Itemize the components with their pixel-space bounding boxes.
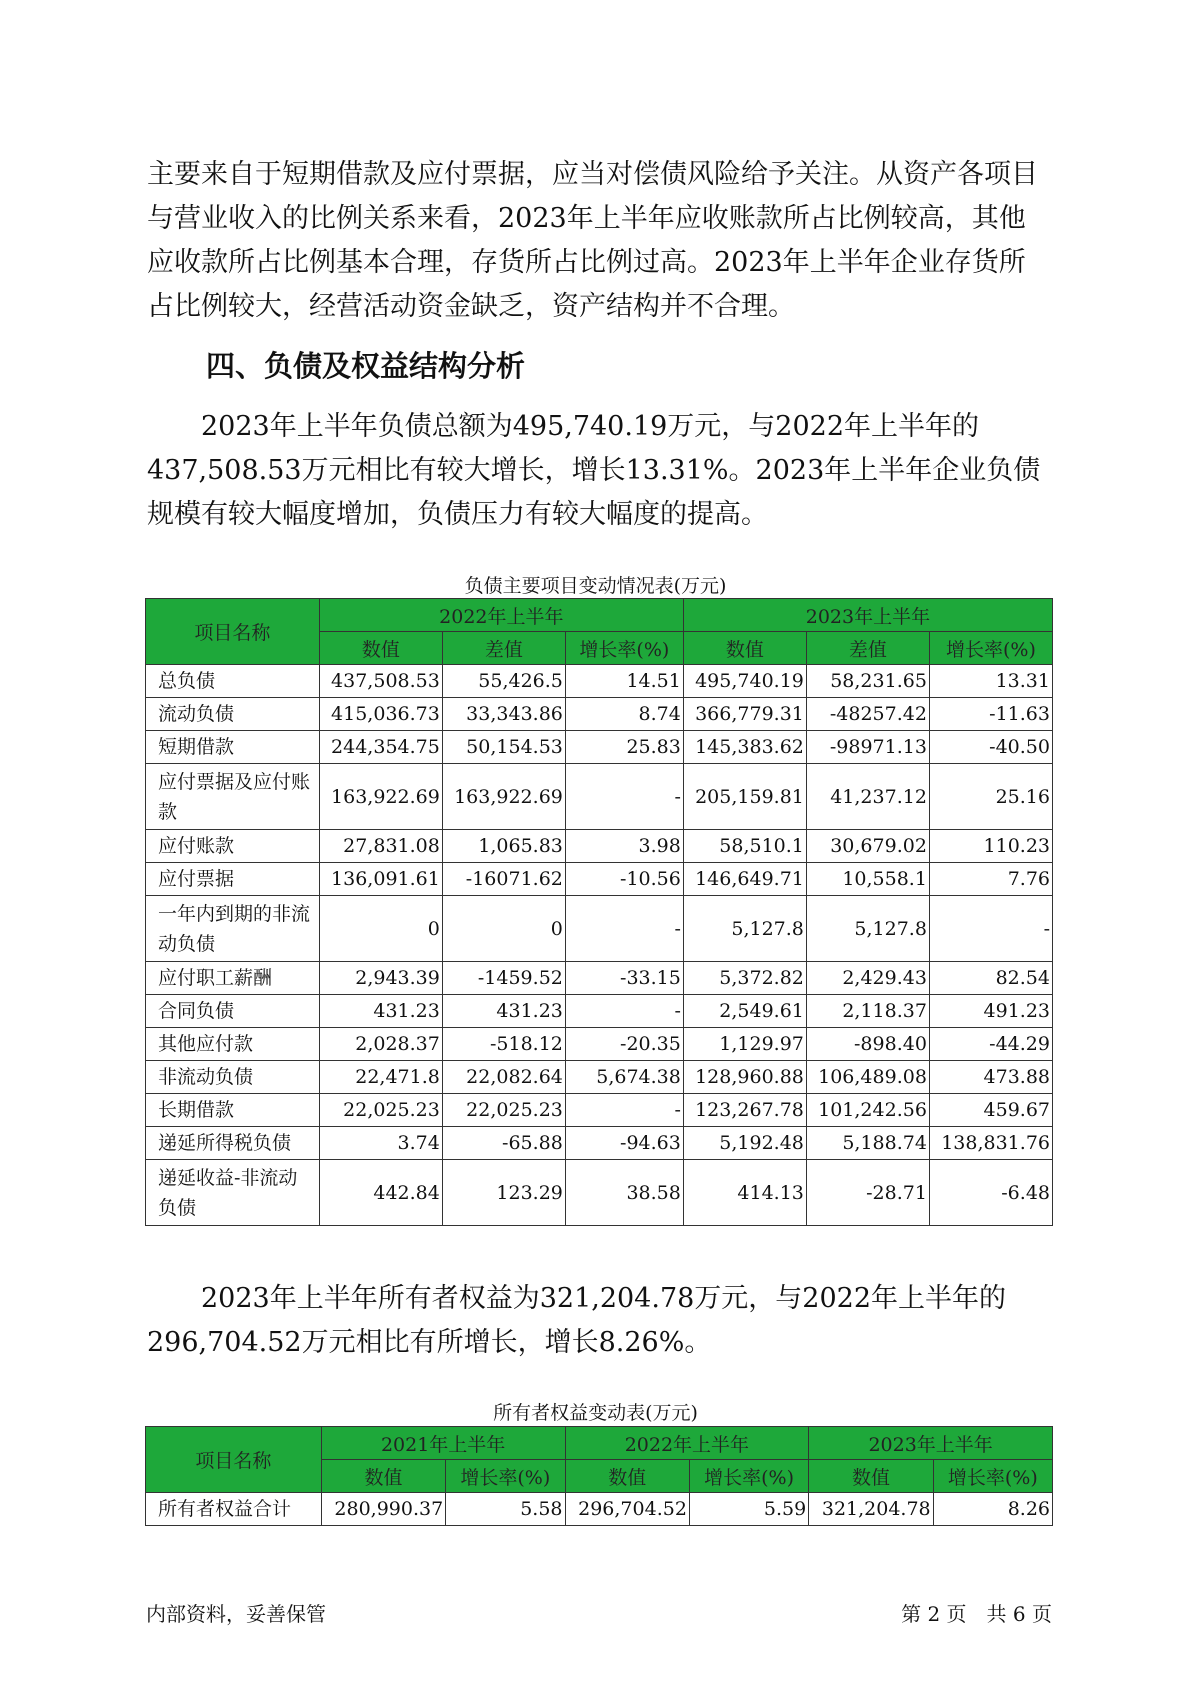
table2-subheader: 数值 [565,1460,689,1493]
table-cell: 55,426.5 [442,665,565,698]
table-cell: 5.59 [689,1493,808,1526]
table2-caption: 所有者权益变动表(万元) [493,1402,698,1424]
table-cell: 22,025.23 [442,1094,565,1127]
table-cell: 473.88 [929,1061,1052,1094]
table-cell: 2,118.37 [806,995,929,1028]
table-cell: -10.56 [565,863,683,896]
table-row [146,1493,1053,1526]
table-cell: 146,649.71 [683,863,806,896]
row-label: 长期借款 [146,1094,320,1127]
table-cell: -40.50 [929,731,1052,764]
table-cell: 459.67 [929,1094,1052,1127]
row-label: 应付票据 [146,863,320,896]
table1-subheader: 差值 [442,632,565,665]
paragraph-asset-structure: 主要来自于短期借款及应付票据，应当对偿债风险给予关注。从资产各项目与营业收入的比例关系来看，2023年上半年应收账款所占比例较高，其他应收款所占比例基本合理，存货所占比例过高。2023年上半年企业存货所占比例较大，经营活动资金缺乏，资产结构并不合理。 [147,159,1038,322]
row-label: 递延收益-非流动负债 [146,1160,320,1226]
table-cell: -11.63 [929,698,1052,731]
table-cell: -28.71 [806,1160,929,1226]
table-cell: 280,990.37 [321,1493,445,1526]
table-cell: 30,679.02 [806,830,929,863]
table-cell: 163,922.69 [442,764,565,830]
table-cell: 0 [319,896,442,962]
table-cell: -898.40 [806,1028,929,1061]
table-row [146,896,1053,962]
table-cell: 22,471.8 [319,1061,442,1094]
table-cell: 5,188.74 [806,1127,929,1160]
table1-subheader: 数值 [683,632,806,665]
table1-caption: 负债主要项目变动情况表(万元) [464,575,727,597]
row-label: 其他应付款 [146,1028,320,1061]
table-cell: 123,267.78 [683,1094,806,1127]
table2-subheader: 增长率(%) [933,1460,1052,1493]
table1-period-header-2022: 2022年上半年 [319,599,683,632]
table2-period-header-2021: 2021年上半年 [321,1427,565,1460]
table-cell: 2,943.39 [319,962,442,995]
table-cell: 1,129.97 [683,1028,806,1061]
table-row [146,698,1053,731]
table1-body [146,665,1053,1226]
table-cell: 437,508.53 [319,665,442,698]
table-cell: 145,383.62 [683,731,806,764]
table-cell: -20.35 [565,1028,683,1061]
table2-subheader: 增长率(%) [446,1460,565,1493]
table-cell: -16071.62 [442,863,565,896]
paragraph-liabilities-summary: 2023年上半年负债总额为495,740.19万元，与2022年上半年的437,508.53万元相比有较大增长，增长13.31%。2023年上半年企业负债规模有较大幅度增加，负债压力有较大幅度的提高。 [147,411,1041,530]
table-cell: 3.98 [565,830,683,863]
table-cell: 128,960.88 [683,1061,806,1094]
table-row [146,1094,1053,1127]
footer-confidential-note: 内部资料，妥善保管 [146,1602,326,1626]
row-label: 总负债 [146,665,320,698]
paragraph-equity-summary: 2023年上半年所有者权益为321,204.78万元，与2022年上半年的296,704.52万元相比有所增长，增长8.26%。 [147,1283,1007,1358]
table-cell: 25.83 [565,731,683,764]
table-cell: - [929,896,1052,962]
table-cell: -65.88 [442,1127,565,1160]
table-row [146,665,1053,698]
table-cell: 8.74 [565,698,683,731]
table2-subheader: 增长率(%) [689,1460,808,1493]
table2-item-header: 项目名称 [146,1427,322,1493]
table-cell: 101,242.56 [806,1094,929,1127]
table-row [146,731,1053,764]
table-cell: 138,831.76 [929,1127,1052,1160]
row-label: 合同负债 [146,995,320,1028]
table-cell: 82.54 [929,962,1052,995]
section-heading: 四、负债及权益结构分析 [206,349,526,383]
table-cell: 38.58 [565,1160,683,1226]
row-label: 流动负债 [146,698,320,731]
table2-body [146,1493,1053,1526]
equity-table [145,1426,1053,1526]
table-cell: 3.74 [319,1127,442,1160]
table1-subheader: 数值 [319,632,442,665]
table2-subheader: 数值 [809,1460,933,1493]
row-label: 应付职工薪酬 [146,962,320,995]
row-label: 应付账款 [146,830,320,863]
table-cell: 58,510.1 [683,830,806,863]
table-cell: -48257.42 [806,698,929,731]
row-label: 所有者权益合计 [146,1493,322,1526]
table-cell: -94.63 [565,1127,683,1160]
table-cell: 13.31 [929,665,1052,698]
row-label: 短期借款 [146,731,320,764]
row-label: 递延所得税负债 [146,1127,320,1160]
table-cell: 321,204.78 [809,1493,933,1526]
table-row [146,1061,1053,1094]
table-cell: 244,354.75 [319,731,442,764]
table-cell: 366,779.31 [683,698,806,731]
table-cell: 7.76 [929,863,1052,896]
table-cell: 33,343.86 [442,698,565,731]
table-cell: 14.51 [565,665,683,698]
table-cell: 414.13 [683,1160,806,1226]
table1-period-header-2023: 2023年上半年 [683,599,1052,632]
table-cell: 0 [442,896,565,962]
table-cell: 2,028.37 [319,1028,442,1061]
table-cell: 495,740.19 [683,665,806,698]
table-row [146,863,1053,896]
table2-subheader: 数值 [321,1460,445,1493]
table-cell: 110.23 [929,830,1052,863]
liabilities-table [145,598,1053,1226]
table-row [146,1028,1053,1061]
table-cell: -6.48 [929,1160,1052,1226]
table1-subheader: 增长率(%) [929,632,1052,665]
table-cell: 25.16 [929,764,1052,830]
table-cell: 431.23 [319,995,442,1028]
table1-subheader: 差值 [806,632,929,665]
table-cell: 27,831.08 [319,830,442,863]
table-cell: 8.26 [933,1493,1052,1526]
row-label: 应付票据及应付账款 [146,764,320,830]
table-cell: 1,065.83 [442,830,565,863]
table-cell: 58,231.65 [806,665,929,698]
table-cell: 22,082.64 [442,1061,565,1094]
table-row [146,1160,1053,1226]
table1-subheader: 增长率(%) [565,632,683,665]
footer-page-number: 第 2 页 共 6 页 [901,1602,1052,1626]
table-cell: 106,489.08 [806,1061,929,1094]
table-cell: 415,036.73 [319,698,442,731]
table-cell: 431.23 [442,995,565,1028]
table1-item-header: 项目名称 [146,599,320,665]
table-cell: 5,192.48 [683,1127,806,1160]
table-row [146,962,1053,995]
table-cell: 41,237.12 [806,764,929,830]
table2-period-header-2022: 2022年上半年 [565,1427,809,1460]
table-cell: -98971.13 [806,731,929,764]
table-row [146,1127,1053,1160]
table-cell: 2,429.43 [806,962,929,995]
table-cell: 5.58 [446,1493,565,1526]
table-cell: 205,159.81 [683,764,806,830]
table-row [146,764,1053,830]
table-cell: 442.84 [319,1160,442,1226]
table-cell: 10,558.1 [806,863,929,896]
table-cell: 5,127.8 [683,896,806,962]
table-cell: 22,025.23 [319,1094,442,1127]
table-cell: 296,704.52 [565,1493,689,1526]
table-cell: 491.23 [929,995,1052,1028]
row-label: 非流动负债 [146,1061,320,1094]
table-cell: 123.29 [442,1160,565,1226]
table-cell: 136,091.61 [319,863,442,896]
table2-period-header-2023: 2023年上半年 [809,1427,1053,1460]
table-cell: 5,372.82 [683,962,806,995]
table-cell: -1459.52 [442,962,565,995]
table-cell: 50,154.53 [442,731,565,764]
table-cell: 163,922.69 [319,764,442,830]
table-cell: - [565,764,683,830]
table-cell: - [565,1094,683,1127]
table-cell: -518.12 [442,1028,565,1061]
table-cell: 5,127.8 [806,896,929,962]
table-cell: -33.15 [565,962,683,995]
table-cell: - [565,896,683,962]
table-cell: 2,549.61 [683,995,806,1028]
table-cell: 5,674.38 [565,1061,683,1094]
row-label: 一年内到期的非流动负债 [146,896,320,962]
table-row [146,995,1053,1028]
table-row [146,830,1053,863]
table-cell: - [565,995,683,1028]
table-cell: -44.29 [929,1028,1052,1061]
